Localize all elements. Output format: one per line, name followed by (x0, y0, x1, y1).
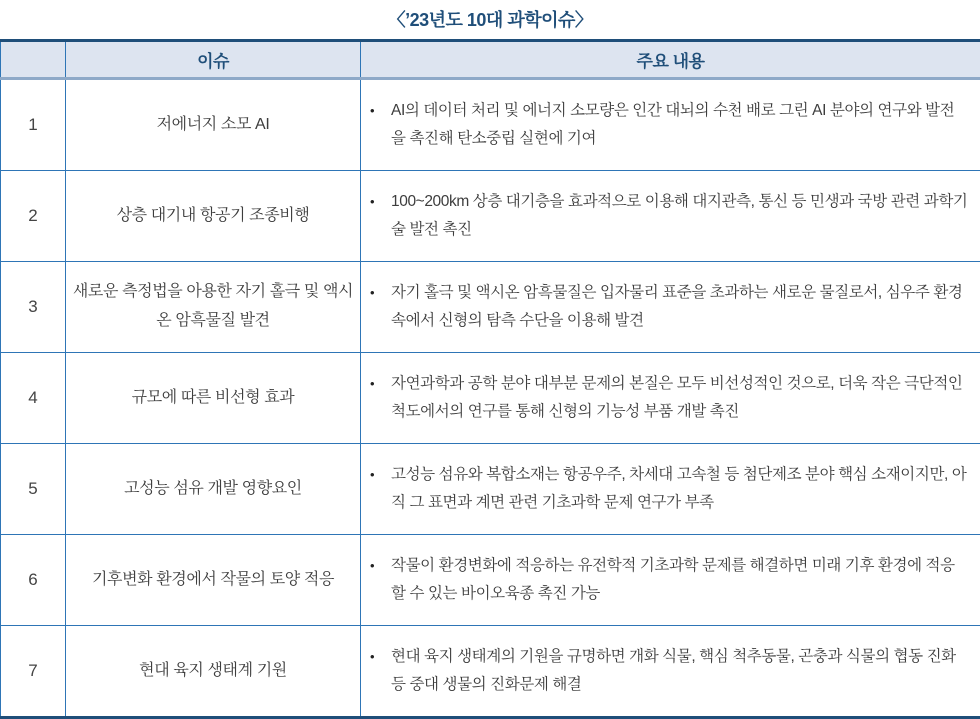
content-inner (361, 370, 968, 426)
col-header-no (1, 41, 66, 79)
table-row (1, 171, 980, 262)
table-row (1, 353, 980, 444)
table-row (1, 626, 980, 718)
issue-cell: 현대 육지 생태계 기원 (66, 626, 361, 718)
content-text: 자기 홀극 및 액시온 암흑물질은 입자물리 표준을 초과하는 새로운 물질로서, 심우주 환경 속에서 신형의 탐측 수단을 이용해 발견 (391, 284, 963, 329)
content-inner (361, 643, 968, 699)
row-number: 1 (1, 79, 66, 171)
bullet-icon: • (370, 370, 374, 398)
content-inner (361, 279, 968, 335)
table-row (1, 262, 980, 353)
issue-cell: 고성능 섬유 개발 영향요인 (66, 444, 361, 535)
content-text: 100~200km 상층 대기층을 효과적으로 이용해 대지관측, 통신 등 민생과 국방 관련 과학기술 발전 촉진 (391, 193, 967, 238)
content-text: 작물이 환경변화에 적응하는 유전학적 기초과학 문제를 해결하면 미래 기후 환경에 적응할 수 있는 바이오육종 촉진 가능 (391, 557, 955, 602)
bullet-icon: • (370, 279, 374, 307)
bullet-icon: • (370, 552, 374, 580)
content-cell (361, 353, 980, 444)
content-cell (361, 444, 980, 535)
content-inner (361, 552, 968, 608)
content-cell (361, 626, 980, 718)
issue-cell: 저에너지 소모 AI (66, 79, 361, 171)
content-text: AI의 데이터 처리 및 에너지 소모량은 인간 대뇌의 수천 배로 그린 AI 분야의 연구와 발전을 촉진해 탄소중립 실현에 기여 (391, 102, 954, 147)
header-row (1, 41, 980, 79)
document-page (0, 6, 980, 719)
table-row (1, 79, 980, 171)
science-issues-table (0, 39, 980, 719)
page-title: 〈’23년도 10대 과학이슈〉 (0, 6, 980, 32)
content-cell (361, 262, 980, 353)
issue-cell: 기후변화 환경에서 작물의 토양 적응 (66, 535, 361, 626)
bullet-icon: • (370, 461, 374, 489)
bullet-icon: • (370, 643, 374, 671)
content-cell (361, 79, 980, 171)
content-text: 현대 육지 생태계의 기원을 규명하면 개화 식물, 핵심 척추동물, 곤충과 식물의 협동 진화 등 중대 생물의 진화문제 해결 (391, 648, 956, 693)
row-number: 5 (1, 444, 66, 535)
bullet-icon: • (370, 97, 374, 125)
row-number: 7 (1, 626, 66, 718)
row-number: 3 (1, 262, 66, 353)
issue-cell: 규모에 따른 비선형 효과 (66, 353, 361, 444)
content-inner (361, 97, 968, 153)
issue-cell: 상층 대기내 항공기 조종비행 (66, 171, 361, 262)
col-header-issue: 이슈 (66, 41, 361, 79)
bullet-icon: • (370, 188, 374, 216)
content-inner (361, 461, 968, 517)
content-cell (361, 171, 980, 262)
row-number: 4 (1, 353, 66, 444)
col-header-content: 주요 내용 (361, 41, 980, 79)
content-text: 자연과학과 공학 분야 대부분 문제의 본질은 모두 비선성적인 것으로, 더욱 작은 극단적인 척도에서의 연구를 통해 신형의 기능성 부품 개발 촉진 (391, 375, 963, 420)
content-inner (361, 188, 968, 244)
row-number: 6 (1, 535, 66, 626)
issue-cell: 새로운 측정법을 아용한 자기 홀극 및 액시온 암흑물질 발견 (66, 262, 361, 353)
row-number: 2 (1, 171, 66, 262)
table-row (1, 444, 980, 535)
content-text: 고성능 섬유와 복합소재는 항공우주, 차세대 고속철 등 첨단제조 분야 핵심 소재이지만, 아직 그 표면과 계면 관련 기초과학 문제 연구가 부족 (391, 466, 966, 511)
table-body (1, 79, 980, 718)
